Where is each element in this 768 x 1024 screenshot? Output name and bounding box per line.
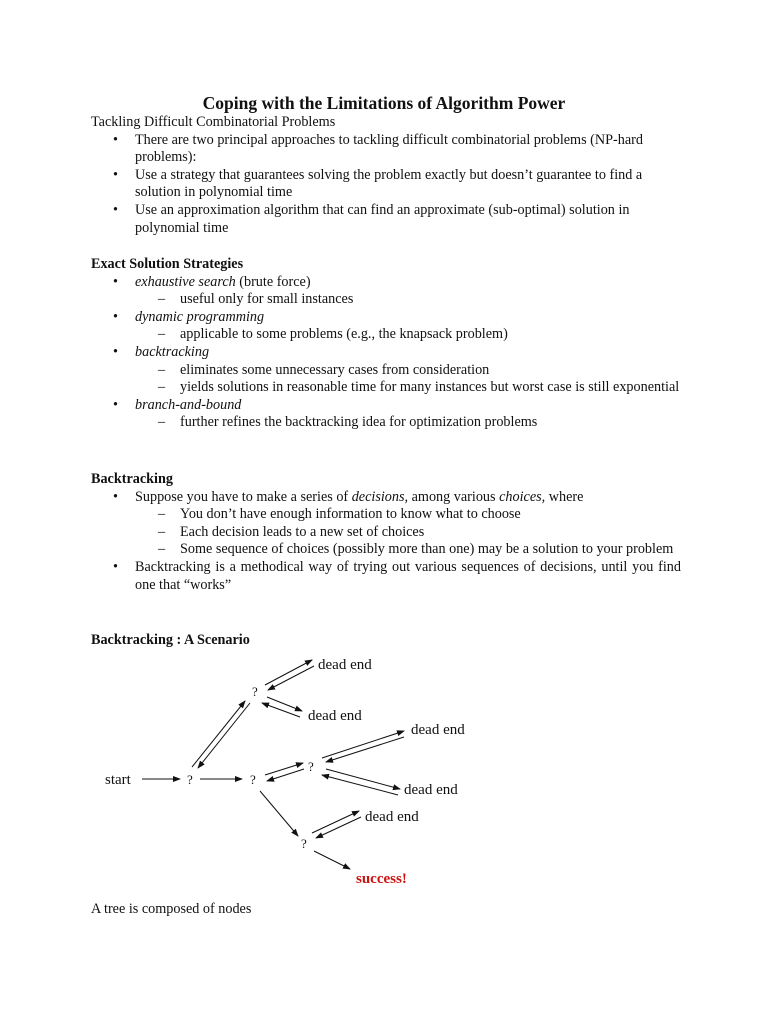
dead-end-label: dead end [318,657,372,673]
edge-arrow [265,660,312,685]
scenario-heading: Backtracking : A Scenario [91,632,250,648]
page-title: Coping with the Limitations of Algorithm Power [202,93,566,113]
section-heading: Exact Solution Strategies [91,256,244,272]
dash-icon: – [158,541,166,558]
dead-end-label: dead end [365,809,419,825]
decision-node: ? [301,836,307,851]
bullet-icon: • [113,273,118,290]
exact-solution-section [91,256,681,432]
bullet-icon: • [113,131,118,148]
dash-icon: – [158,326,166,343]
intro-bullet-list [91,132,681,238]
sub-list-item: – yields solutions in reasonable time for many instances but worst case is still exponential [158,379,680,396]
edge-arrow [262,703,300,717]
decision-node: ? [252,684,258,699]
list-item: • exhaustive search (brute force) – useful only for small instances [91,274,681,309]
dash-icon: – [158,361,166,378]
strategy-list [91,274,681,432]
footer-text-block [91,901,681,919]
edge-arrow [265,763,303,775]
list-item: • Use a strategy that guarantees solving the problem exactly but doesn’t guarantee to find a solution in polynomial time [113,166,643,201]
dash-icon: – [158,506,166,523]
bullet-icon: • [113,308,118,325]
bullet-icon: • [113,201,118,218]
footer-text: A tree is composed of nodes [91,901,252,917]
sub-list-item: – useful only for small instances [158,291,354,308]
intro-heading: Tackling Difficult Combinatorial Problems [91,114,336,130]
diagram-labels [105,657,465,887]
list-item: • backtracking – eliminates some unnecessary cases from consideration – yields solutions in reasonable time for many instances but worst case is still exponential [91,344,681,397]
dash-icon: – [158,379,166,396]
list-item: • Use an approximation algorithm that can find an approximate (sub-optimal) solution in polynomial time [113,201,630,236]
bullet-icon: • [113,166,118,183]
edge-arrow [267,697,302,711]
sub-list-item: – further refines the backtracking idea for optimization problems [158,414,538,431]
section-heading: Backtracking [91,471,173,487]
dash-icon: – [158,414,166,431]
start-label: start [105,772,131,788]
sub-list-item: – You don’t have enough information to know what to choose [158,506,521,523]
edge-arrow [314,851,350,869]
list-item: • dynamic programming – applicable to some problems (e.g., the knapsack problem) [91,309,681,344]
list-item: • branch-and-bound – further refines the backtracking idea for optimization problems [91,397,681,432]
dash-icon: – [158,523,166,540]
backtracking-diagram [100,645,480,895]
bullet-icon: • [113,558,118,575]
bullet-icon: • [113,488,118,505]
edge-arrow [326,737,404,762]
edge-arrow [267,769,304,781]
edge-arrow [322,731,404,758]
intro-section [91,114,681,237]
list-item: • Backtracking is a methodical way of trying out various sequences of decisions, until you find one that “works” [113,558,681,593]
success-label: success! [356,871,407,887]
edge-arrow [312,811,359,833]
dead-end-label: dead end [411,722,465,738]
decision-node: ? [187,772,193,787]
bullet-icon: • [113,343,118,360]
sub-list-item: – eliminates some unnecessary cases from consideration [158,361,490,378]
dead-end-label: dead end [404,782,458,798]
list-item: • Suppose you have to make a series of decisions, among various choices, where – You don’t have enough information to know what to choose – Each decision leads to a new set of choices – Some sequence of choices (possibly more than one) may be a solution to your problem [91,489,681,559]
backtracking-list [91,489,681,595]
sub-list-item: – Each decision leads to a new set of choices [158,523,425,540]
sub-list-item: – Some sequence of choices (possibly more than one) may be a solution to your problem [158,541,674,558]
sub-list-item: – applicable to some problems (e.g., the knapsack problem) [158,326,508,343]
list-item: • There are two principal approaches to tackling difficult combinatorial problems (NP-hard problems): [113,131,643,166]
edge-arrow [268,666,314,690]
edge-arrow [198,703,250,768]
edge-arrow [260,791,298,836]
decision-node: ? [308,759,314,774]
dead-end-label: dead end [308,708,362,724]
diagram-edges [142,660,404,869]
decision-node: ? [250,772,256,787]
backtracking-section [91,471,681,594]
edge-arrow [192,701,245,767]
dash-icon: – [158,291,166,308]
bullet-icon: • [113,396,118,413]
